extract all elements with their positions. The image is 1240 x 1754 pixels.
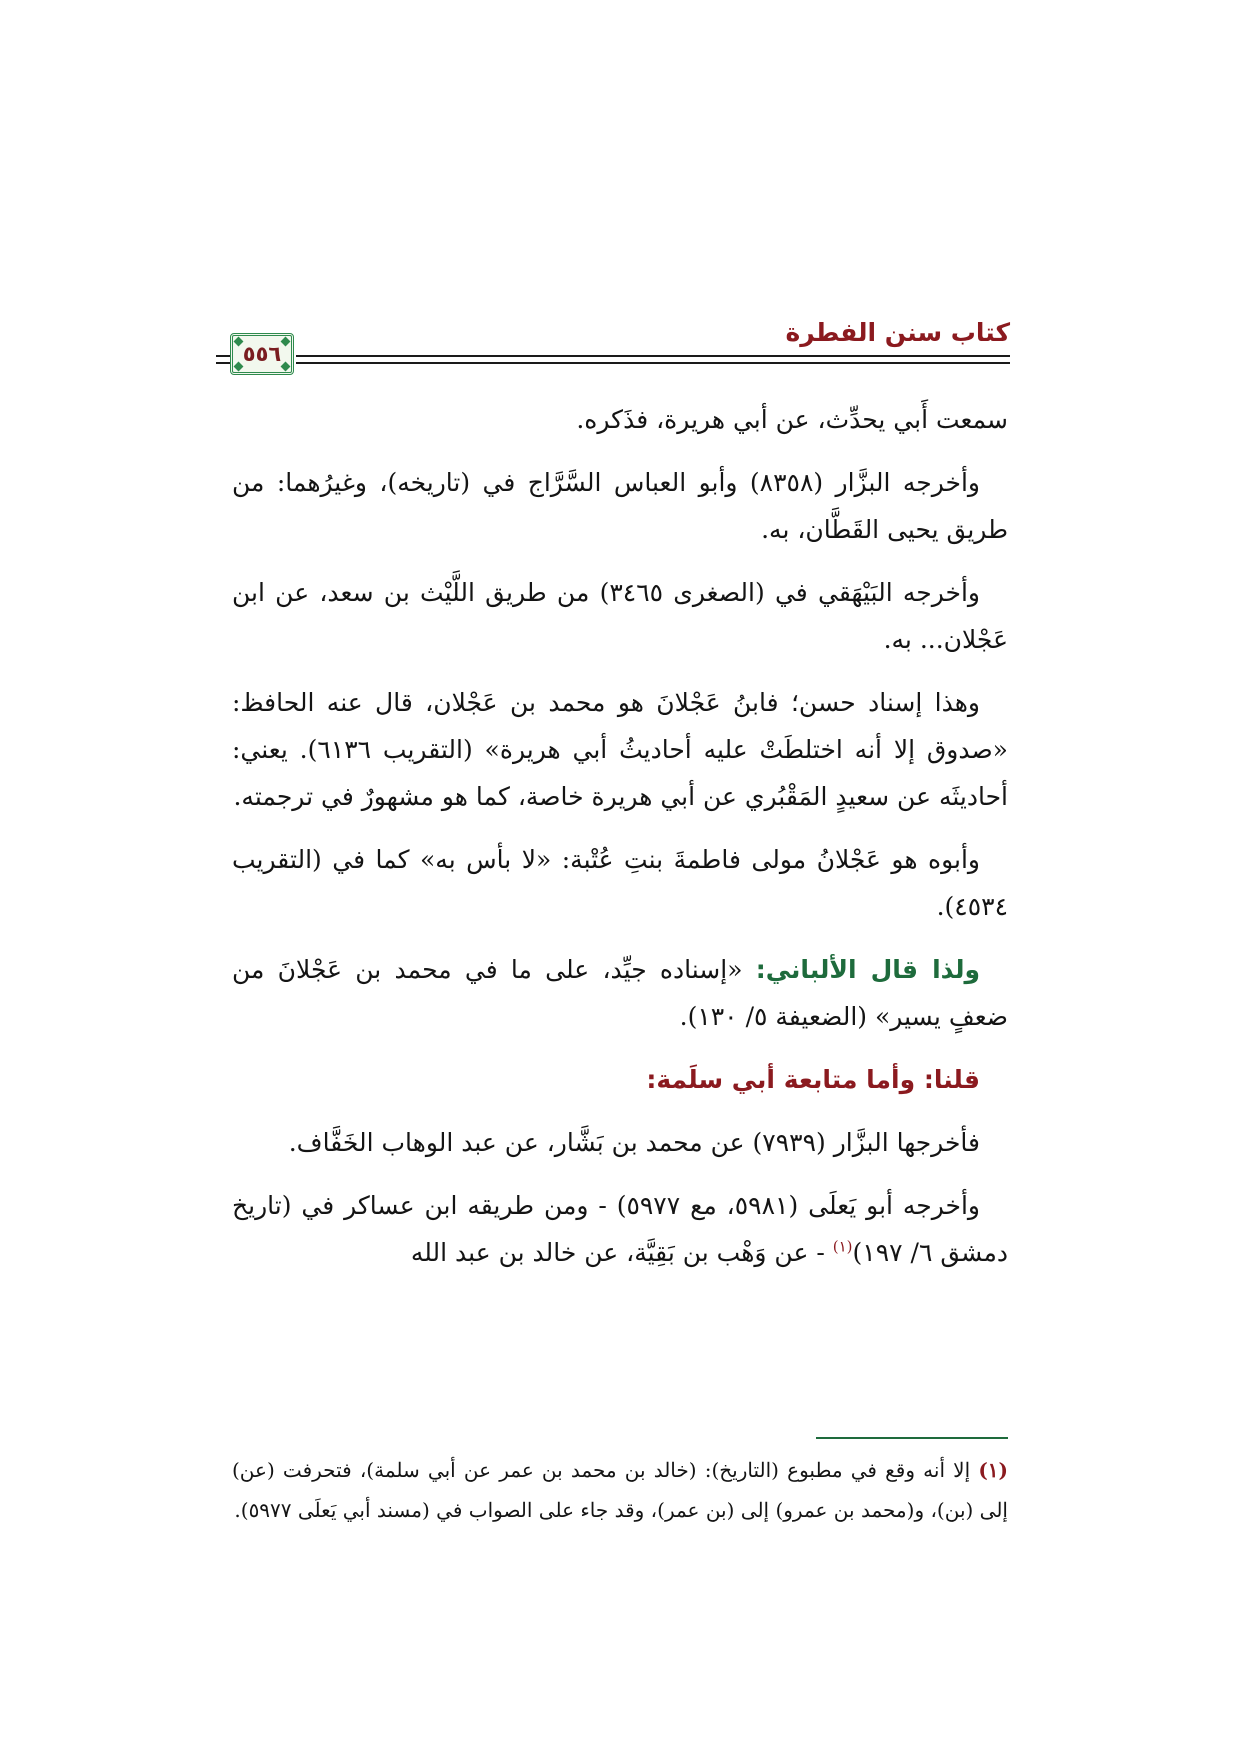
footnote-reference[interactable]: (١) — [832, 1237, 853, 1256]
header-rule-top — [296, 355, 1010, 357]
ornament-corner-icon — [281, 337, 291, 347]
paragraph-4: وهذا إسناد حسن؛ فابنُ عَجْلانَ هو محمد بن عَجْلان، قال عنه الحافظ: «صدوق إلا أنه اختلطَتْ عليه أحاديثُ أبي هريرة» (التقريب ٦١٣٦). يعني: أحاديثَه عن سعيدٍ المَقْبُري عن أبي هريرة خاصة، كما هو مشهورٌ في ترجمته. — [232, 688, 1008, 811]
paragraph-5: وأبوه هو عَجْلانُ مولى فاطمةَ بنتِ عُتْبة: «لا بأس به» كما في (التقريب ٤٥٣٤). — [232, 845, 1008, 921]
albani-quote: «إسناده جيِّد، على ما في محمد بن عَجْلانَ من ضعفٍ يسير» (الضعيفة ٥/ ١٣٠). — [232, 955, 1008, 1031]
footnote-separator — [816, 1437, 1008, 1439]
section-heading-label: قلنا: — [923, 1065, 980, 1094]
footnote-1 — [232, 1450, 1008, 1530]
paragraph-2: وأخرجه البزَّار (٨٣٥٨) وأبو العباس السَّرَّاج في (تاريخه)، وغيرُهما: من طريق يحيى القَطَّان، به. — [232, 468, 1008, 544]
header-rule-bottom — [296, 362, 1010, 364]
paragraph-1: سمعت أَبي يحدِّث، عن أبي هريرة، فذَكره. — [576, 405, 1008, 434]
section-heading — [232, 1056, 1008, 1103]
main-text — [232, 396, 1008, 1292]
paragraph-3: وأخرجه البَيْهَقي في (الصغرى ٣٤٦٥) من طريق اللَّيْث بن سعد، عن ابن عَجْلان... به. — [232, 578, 1008, 654]
albani-lead: ولذا قال الألباني: — [755, 955, 981, 984]
page-number: ٥٥٦ — [242, 342, 282, 366]
page-number-badge — [230, 333, 294, 375]
running-header-title: كتاب سنن الفطرة — [785, 318, 1010, 347]
footnote-marker: (١) — [978, 1458, 1008, 1482]
paragraph-6 — [232, 946, 1008, 1040]
footnote-text: إلا أنه وقع في مطبوع (التاريخ): (خالد بن محمد بن عمر عن أبي سلمة)، فتحرفت (عن) إلى (بن)، و(محمد بن عمرو) إلى (بن عمر)، وقد جاء على الصواب في (مسند أبي يَعلَى ٥٩٧٧). — [232, 1458, 1008, 1522]
ornament-corner-icon — [281, 362, 291, 372]
section-heading-text: وأما متابعة أبي سلَمة: — [646, 1065, 924, 1094]
paragraph-8-part-b: - عن وَهْب بن بَقِيَّة، عن خالد بن عبد الله — [410, 1238, 833, 1267]
paragraph-7: فأخرجها البزَّار (٧٩٣٩) عن محمد بن بَشَّار، عن عبد الوهاب الخَفَّاف. — [288, 1128, 980, 1157]
paragraph-8 — [232, 1182, 1008, 1276]
paragraph-8-part-a: وأخرجه أبو يَعلَى (٥٩٨١، مع ٥٩٧٧) - ومن طريقه ابن عساكر في (تاريخ دمشق ٦/ ١٩٧) — [232, 1191, 1008, 1267]
